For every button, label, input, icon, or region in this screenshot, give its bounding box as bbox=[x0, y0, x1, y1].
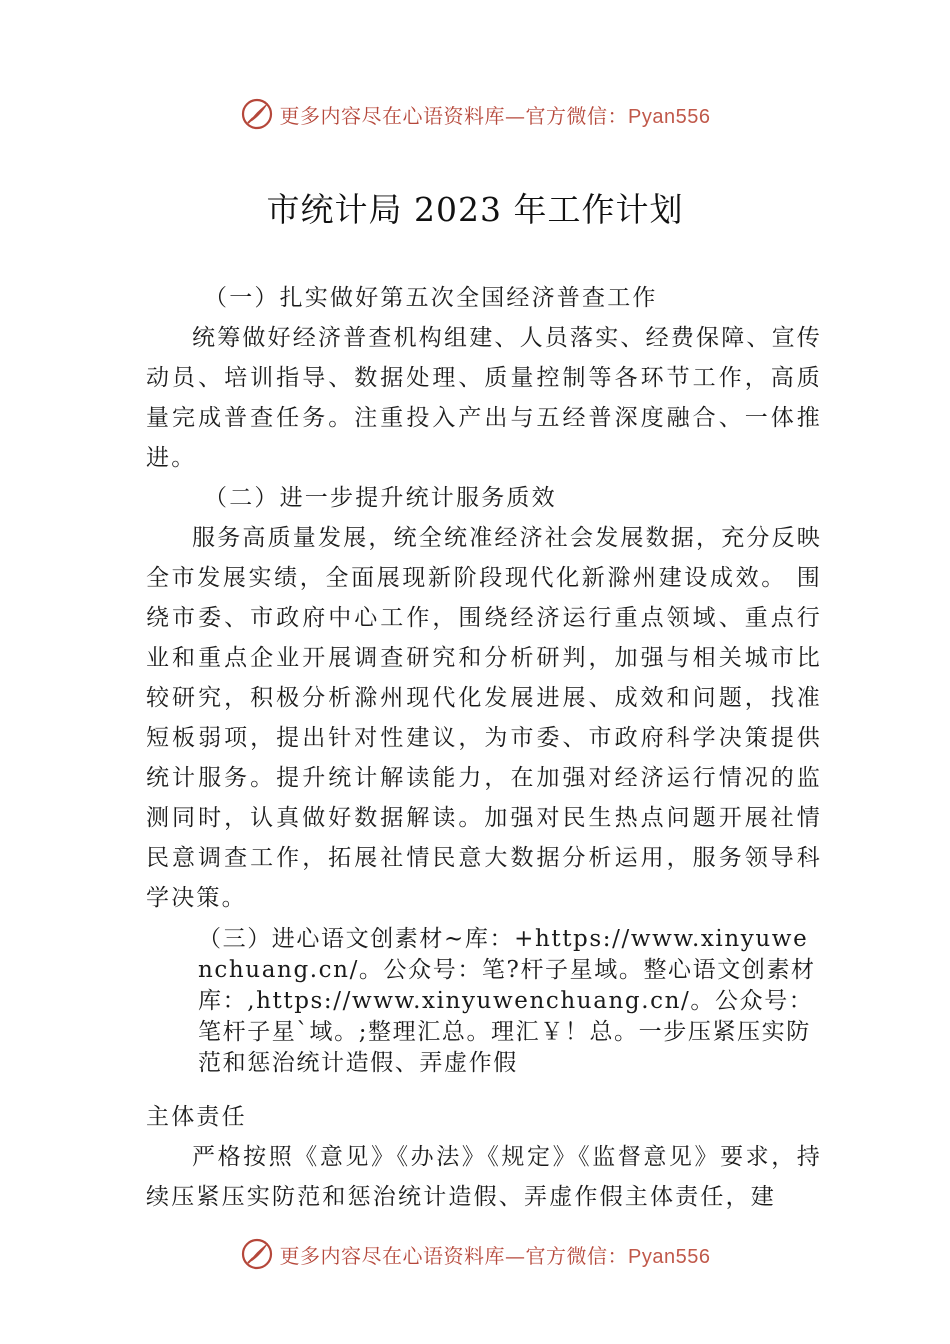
quill-logo-icon bbox=[240, 97, 274, 131]
banner-label: 更多内容尽在心语资料库—官方微信： bbox=[279, 103, 629, 128]
section-1-paragraph: 统筹做好经济普查机构组建、人员落实、经费保障、宣传动员、培训指导、数据处理、质量控制等各环节工作，高质量完成普查任务。注重投入产出与五经普深度融合、一体推进。 bbox=[146, 325, 822, 471]
section-2-paragraph: 服务高质量发展，统全统准经济社会发展数据，充分反映全市发展实绩，全面展现新阶段现代化新滁州建设成效。 围绕市委、市政府中心工作，围绕经济运行重点领域、重点行业和重点企业开展调查研究和分析研判，加强与相关城市比较研究，积极分析滁州现代化发展进展、成效和问题，找准短板弱项，提出针对性建议，为市委、市政府科学决策提供统计服务。提升统计解读能力，在加强对经济运行情况的监测同时，认真做好数据解读。加强对民生热点问题开展社情民意调查工作，拓展社情民意大数据分析运用，服务领导科学决策。 bbox=[146, 525, 822, 911]
document-title: 市统计局 2023 年工作计划 bbox=[266, 190, 684, 229]
banner-label: 更多内容尽在心语资料库—官方微信： bbox=[279, 1243, 629, 1268]
subject-responsibility-label: 主体责任 bbox=[146, 1104, 247, 1130]
section-2-heading: （二）进一步提升统计服务质效 bbox=[204, 485, 557, 511]
wechat-handle: Pyan556 bbox=[628, 105, 711, 128]
document-body bbox=[146, 278, 822, 1217]
section-1-heading: （一）扎实做好第五次全国经济普查工作 bbox=[204, 285, 658, 311]
header-banner bbox=[0, 94, 950, 134]
footer-banner bbox=[0, 1234, 950, 1274]
wechat-handle: Pyan556 bbox=[628, 1245, 711, 1268]
section-3-paragraph: 严格按照《意见》《办法》《规定》《监督意见》要求，持续压紧压实防范和惩治统计造假、弄虚作假主体责任，建 bbox=[146, 1144, 822, 1210]
banner-text bbox=[280, 100, 711, 129]
quill-logo-icon bbox=[240, 1237, 274, 1271]
section-3-heading: （三）进心语文创素材~库：+https://www.xinyuwenchuang.cn/。公众号：笔?杆子星域。整心语文创素材库：,https://www.xinyuwenchuang.cn/。公众号：笔杆子星`域。;整理汇总。理汇￥！总。一步压紧压实防范和惩治统计造假、弄虚作假 bbox=[198, 926, 816, 1076]
banner-text bbox=[280, 1240, 711, 1269]
